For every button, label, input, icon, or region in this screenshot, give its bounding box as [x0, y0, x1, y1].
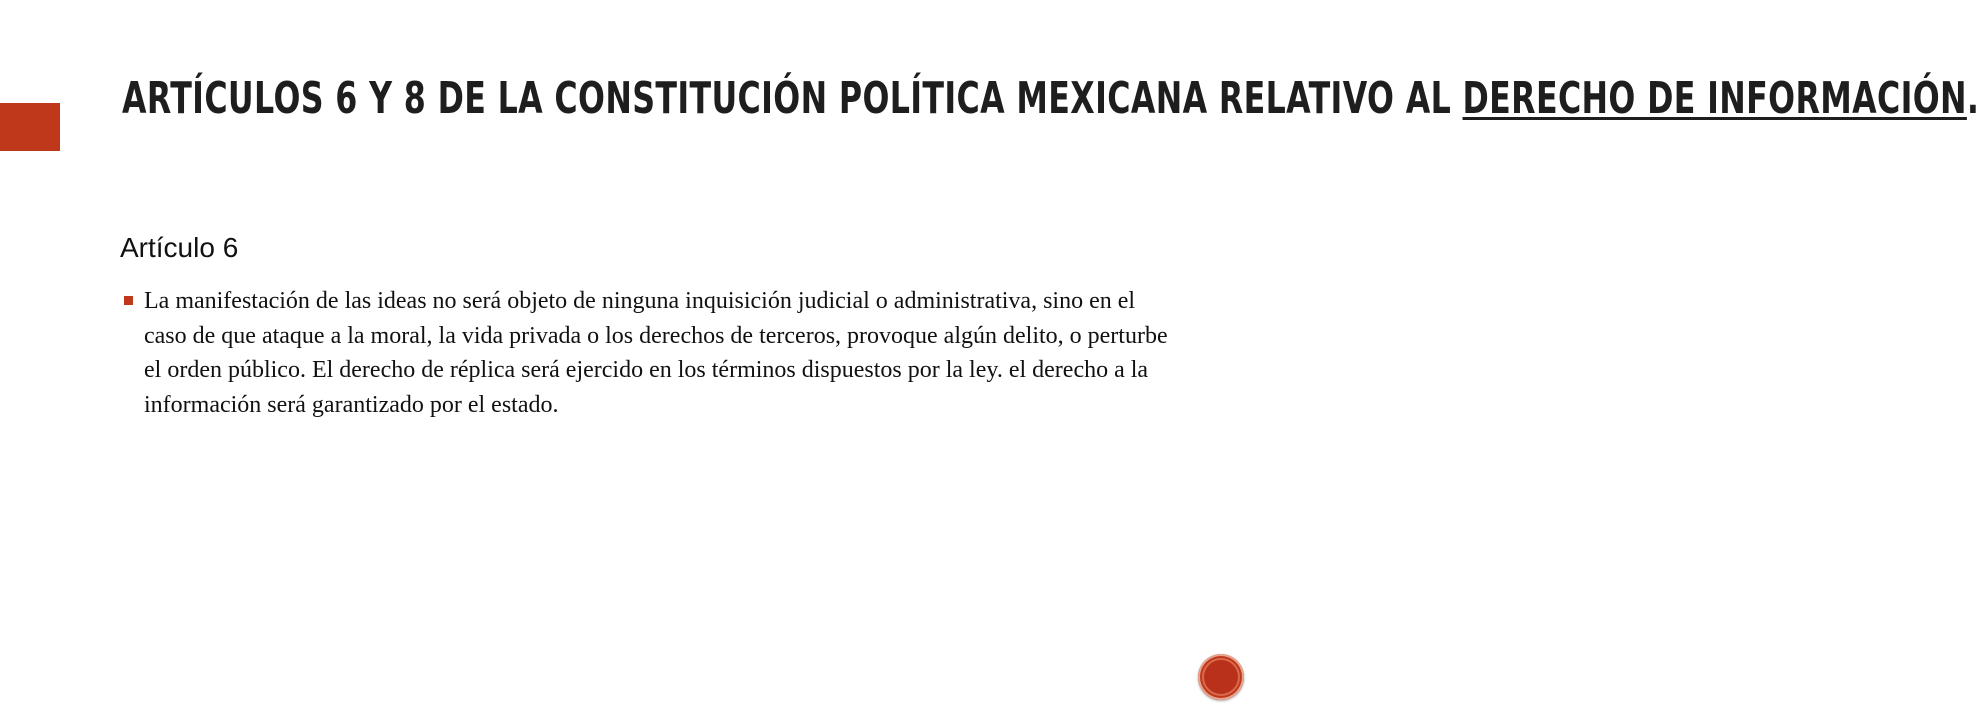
- bullet-item: [120, 284, 1180, 422]
- accent-bar: [0, 103, 60, 151]
- article-subheading: Artículo 6: [120, 232, 239, 263]
- square-bullet-icon: [124, 296, 133, 305]
- title-text: ARTÍCULOS 6 Y 8 DE LA CONSTITUCIÓN POLÍTICA MEXICANA RELATIVO AL: [122, 73, 1463, 124]
- bullet-text: La manifestación de las ideas no será objeto de ninguna inquisición judicial o administrativa, sino en el caso de que ataque a la moral, la vida privada o los derechos de terceros, provoque algún delito, o perturbe el orden público. El derecho de réplica será ejercido en los términos dispuestos por la ley. el derecho a la información será garantizado por el estado.: [144, 288, 1168, 418]
- title-period: .: [1966, 73, 1979, 124]
- slide-title: [122, 72, 1979, 126]
- bullet-list: [120, 284, 1180, 422]
- circle-badge-icon: [1198, 654, 1244, 700]
- circle-badge-inner: [1202, 658, 1240, 696]
- title-underlined-text: DERECHO DE INFORMACIÓN: [1462, 73, 1967, 124]
